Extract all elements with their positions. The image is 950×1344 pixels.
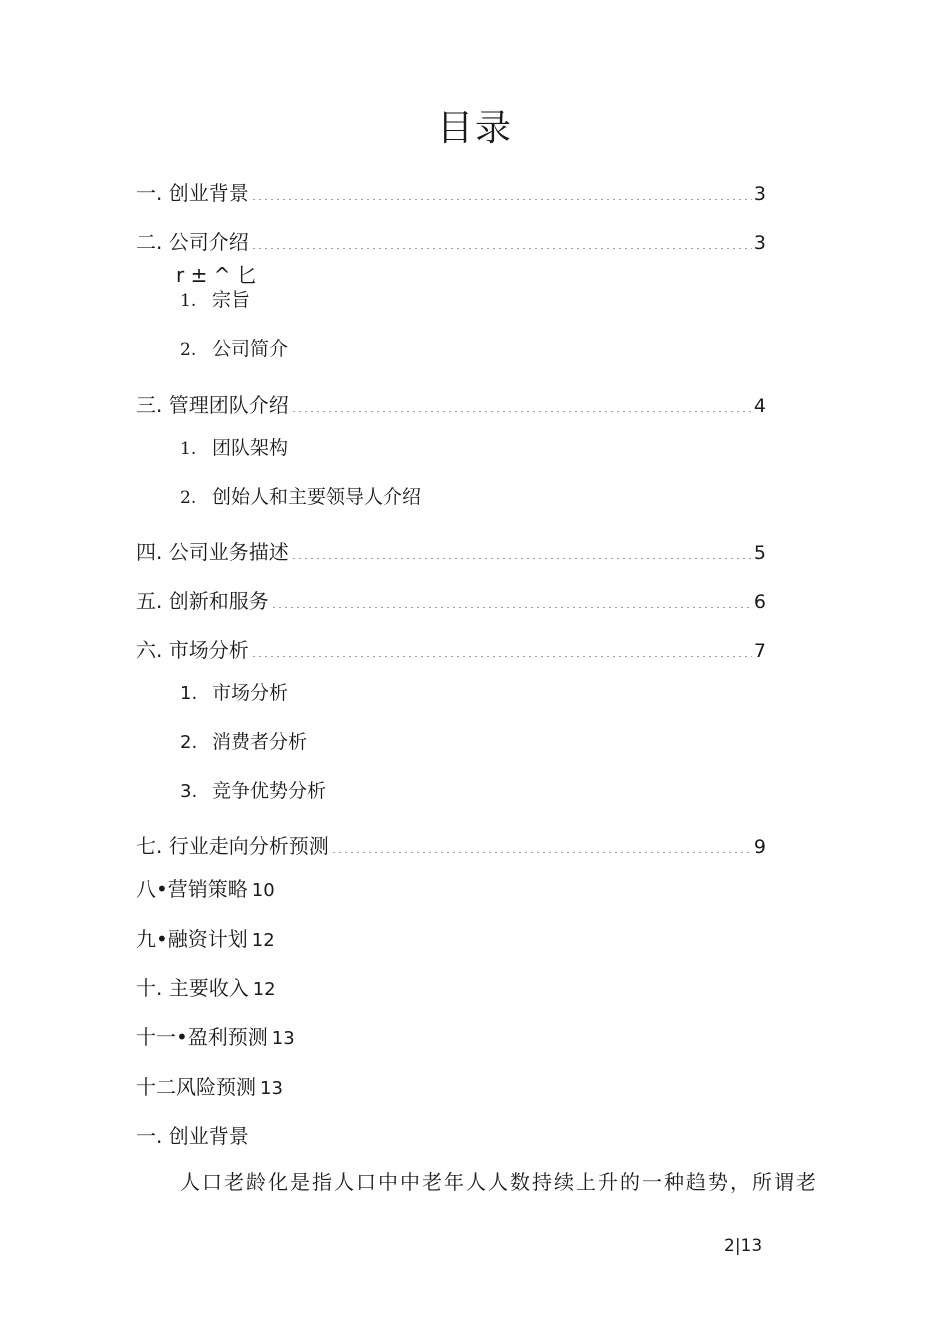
toc-page-number: 13	[271, 1028, 295, 1049]
toc-sub-number: 1.	[180, 683, 198, 704]
dot-leader	[291, 533, 752, 559]
page-title: 目录	[436, 108, 513, 149]
toc-sub-number: 2.	[180, 340, 197, 360]
toc-subentry-2-1[interactable]	[180, 287, 250, 314]
dot-leader	[251, 631, 752, 657]
toc-entry-6[interactable]	[136, 631, 766, 664]
dot-leader	[291, 386, 752, 412]
dot-leader	[271, 582, 752, 608]
toc-entry-10[interactable]	[136, 975, 276, 1003]
garbled-text: r ± ^ 匕	[176, 263, 257, 287]
toc-sub-number: 3.	[180, 781, 198, 802]
toc-entry-3[interactable]	[136, 386, 766, 419]
toc-page-number: 5	[753, 542, 766, 564]
toc-page-number: 12	[251, 930, 275, 951]
toc-subentry-3-2[interactable]	[180, 484, 421, 511]
toc-subentry-6-3[interactable]	[180, 778, 326, 805]
toc-label: 十. 主要收入	[136, 976, 249, 1000]
toc-label: 四. 公司业务描述	[136, 540, 289, 564]
toc-page-number: 3	[753, 232, 766, 254]
toc-subentry-3-1[interactable]	[180, 435, 288, 462]
toc-entry-1[interactable]	[136, 174, 766, 207]
body-paragraph: 人口老龄化是指人口中中老年人人数持续上升的一种趋势，所谓老	[180, 1170, 818, 1194]
toc-sub-label: 团队架构	[212, 437, 289, 459]
toc-page-number: 6	[753, 591, 766, 613]
toc-label: 一. 创业背景	[136, 181, 249, 205]
toc-sub-label: 竞争优势分析	[212, 780, 327, 802]
toc-entry-12[interactable]	[136, 1074, 283, 1102]
toc-subentry-2-2[interactable]	[180, 336, 288, 363]
toc-page-number: 3	[753, 183, 766, 205]
toc-subentry-6-2[interactable]	[180, 729, 307, 756]
toc-page-number: 9	[753, 836, 766, 858]
toc-page-number: 10	[251, 880, 275, 901]
toc-label: 十一•盈利预测	[136, 1025, 268, 1049]
toc-page-number: 12	[252, 979, 276, 1000]
dot-leader	[251, 174, 752, 200]
toc-label: 三. 管理团队介绍	[136, 393, 289, 417]
toc-sub-label: 创始人和主要领导人介绍	[212, 486, 422, 508]
toc-entry-4[interactable]	[136, 533, 766, 566]
toc-sub-label: 宗旨	[212, 289, 251, 311]
toc-label: 七. 行业走向分析预测	[136, 834, 329, 858]
page-number-footer: 2|13	[724, 1236, 763, 1256]
dot-leader	[251, 223, 752, 249]
toc-label: 八•营销策略	[136, 877, 248, 901]
toc-label: 十二风险预测	[136, 1075, 256, 1099]
toc-label: 九•融资计划	[136, 927, 248, 951]
toc-label: 二. 公司介绍	[136, 230, 249, 254]
section-heading: 一. 创业背景	[136, 1124, 249, 1148]
toc-sub-number: 1.	[180, 291, 197, 311]
toc-entry-9[interactable]	[136, 926, 275, 954]
toc-sub-label: 消费者分析	[212, 731, 308, 753]
toc-entry-7[interactable]	[136, 827, 766, 860]
toc-page-number: 4	[753, 395, 766, 417]
toc-page-number: 7	[753, 640, 766, 662]
toc-label: 六. 市场分析	[136, 638, 249, 662]
toc-sub-number: 2.	[180, 488, 197, 508]
toc-label: 五. 创新和服务	[136, 589, 269, 613]
dot-leader	[331, 827, 752, 853]
toc-sub-label: 市场分析	[212, 682, 289, 704]
toc-entry-8[interactable]	[136, 876, 275, 904]
toc-page-number: 13	[260, 1078, 283, 1099]
toc-entry-5[interactable]	[136, 582, 766, 615]
toc-entry-2[interactable]	[136, 223, 766, 256]
toc-sub-label: 公司简介	[212, 338, 289, 360]
toc-entry-11[interactable]	[136, 1024, 295, 1052]
toc-subentry-6-1[interactable]	[180, 680, 288, 707]
toc-sub-number: 2.	[180, 732, 198, 753]
toc-sub-number: 1.	[180, 439, 197, 459]
